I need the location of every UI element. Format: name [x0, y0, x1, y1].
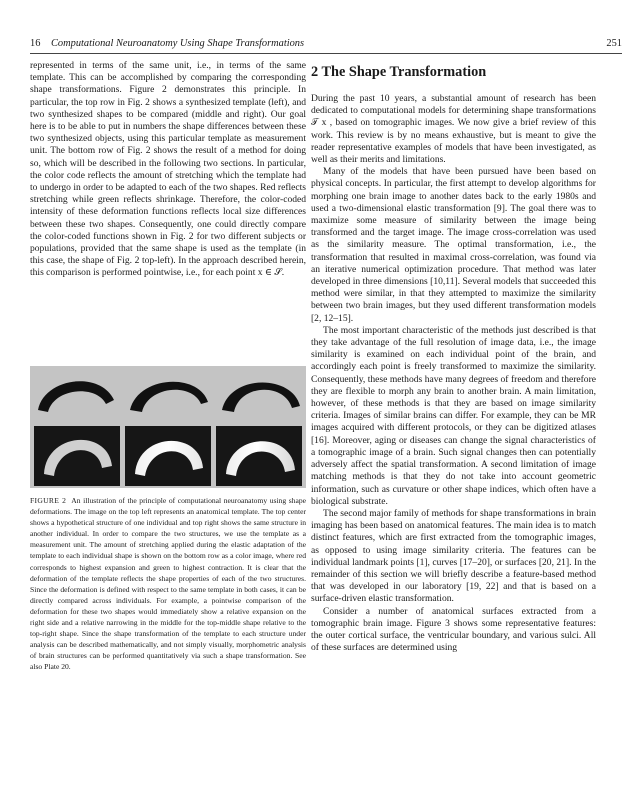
chapter-number: 16 [30, 38, 41, 49]
individual-shape-one [130, 382, 208, 412]
page-number: 251 [606, 38, 622, 49]
left-paragraph [30, 60, 306, 280]
running-head [30, 38, 622, 52]
paragraph-1: During the past 10 years, a substantial amount of research has been dedicated to computational models for determining shape transformations 𝒯 x , based on tomographic images. We now give a brief review of this work. This review is by no means exhaustive, but is meant to give the reader representative examples of models that have been investigated, as well as their merits and limitations. [311, 93, 596, 166]
body-paragraph: represented in terms of the same unit, i.e., in terms of the same template. This can be accomplished by comparing the corresponding shape transformations. Figure 2 demonstrates this principle. In particular, the top row in Fig. 2 shows a synthesized template (left), and two synthesized shapes to be compared (middle and right). Our goal here is to be able to put in numbers the shape differences between these two synthesized objects, using this particular template as measurement unit. The bottom row of Fig. 2 shows the result of a method for doing so, which will be described in the following two sections. In particular, the color code reflects the amount of stretching which the template had to undergo in order to be adapted to each of the two shapes. Red reflects stretching while green reflects shrinkage. Therefore, the color-coded intensity of these deformation functions reflects local size differences between these two shapes. Consequently, one could directly compare the color-coded functions shown in Fig. 2 for two different subjects or populations, provided that the same shape is used as the template (in this case, the shape of Fig. 2 top-left). In the approach described herein, this comparison is performed pointwise, i.e., for each point x ∈ 𝒮. [30, 60, 306, 279]
section-title: 2 The Shape Transformation [311, 64, 487, 80]
caption-text: An illustration of the principle of computational neuroanatomy using shape deformations. The image on the top left represents an anatomical template. The top center shows a hypothetical structure of one individual and top right shows the same structure in another individual. In order to compare the two structures, we use the template as a measurement unit. The amount of stretching applied during the elastic adaptation of the template to each individual shape is shown on the bottom row as a color image, where red corresponds to highest expansion and green to highest contraction. It is clear that the deformation of the template reflects the shape properties of each of the two structures. Since the deformation is defined with respect to the same template in both cases, it can be directly compared across individuals. For example, a pointwise comparison of the deformation for these two shapes would immediately show a relative expansion on the right side and a relative narrowing in the middle for the top-middle shape relative to the top-right shape. Since the shape transformation of the template to each structure under analysis can be described mathematically, and not simply visually, morphometric analysis of brain structures can be performed quantitatively via such a shape transformation. See also Plate 20. [30, 496, 306, 672]
left-column [30, 60, 306, 280]
paragraph-4: The second major family of methods for shape transformations in brain imaging has been based on anatomical features. The main idea is to match distinct features, which are first extracted from the tomographic images, as opposed to using image similarity criteria. The features can be individual landmark points [1], curves [17–20], or surfaces [20, 21]. In the remainder of this section we will briefly describe a feature-based method that was developed in our laboratory [19, 22] and that is based on a surface-driven elastic transformation. [311, 507, 596, 605]
figure-label: FIGURE 2 [30, 496, 67, 505]
header-rule [30, 53, 622, 54]
paragraph-2: Many of the models that have been pursued have been based on physical concepts. In particular, the first attempt to develop algorithms for morphing one brain image to another dates back to the early 1980s and used a two-dimensional elastic transformation [9]. The goal there was to maximize some measure of similarity between the image being transformed and the target image. The image cross-correlation was used as the similarity measure. The optimal transformation, i.e., the transformation that resulted in maximal cross-correlation, was found via an iterative numerical optimization procedure. That method was later developed in three dimensions [10,11]. Several models that succeeded this method were similar, in that they attempted to maximize the similarity between two brain images, but they used different transformation models [2, 12–15]. [311, 166, 596, 324]
running-title: Computational Neuroanatomy Using Shape Transformations [51, 38, 305, 49]
paragraph-3: The most important characteristic of the methods just described is that they take advantage of the full resolution of image data, i.e., the image similarity is examined on each individual point of the brain, and accordingly each point is freely transformed to maximize the similarity. Consequently, these methods have many degrees of freedom and therefore they are flexible to morph any brain to another brain. A main limitation, however, of these methods is that they are based on image similarity criteria. Images of similar brains can differ. For example, they can be MR images acquired with different protocols, or they can be digitized atlases [16]. Moreover, aging or diseases can change the signal characteristics of a tomographic image of a brain. Such signal changes then can potentially adversely affect the spatial transformation. A second limitation of image matching methods is that they do not take into account geometric information, such as curvature or other shape indices, which often have a biological substrate. [311, 324, 596, 507]
right-body [311, 93, 596, 654]
figure-2-graphic [30, 366, 306, 488]
individual-shape-two [222, 382, 300, 412]
figure-2-image [30, 366, 306, 488]
paragraph-5: Consider a number of anatomical surfaces extracted from a tomographic brain image. Figure 3 shows some representative features: the outer cortical surface, the ventricular boundary, and various sulci. All of these surfaces are determined using [311, 605, 596, 654]
right-column [311, 60, 596, 654]
figure-caption [30, 495, 306, 673]
running-title-block [30, 38, 304, 52]
template-shape [38, 381, 114, 412]
